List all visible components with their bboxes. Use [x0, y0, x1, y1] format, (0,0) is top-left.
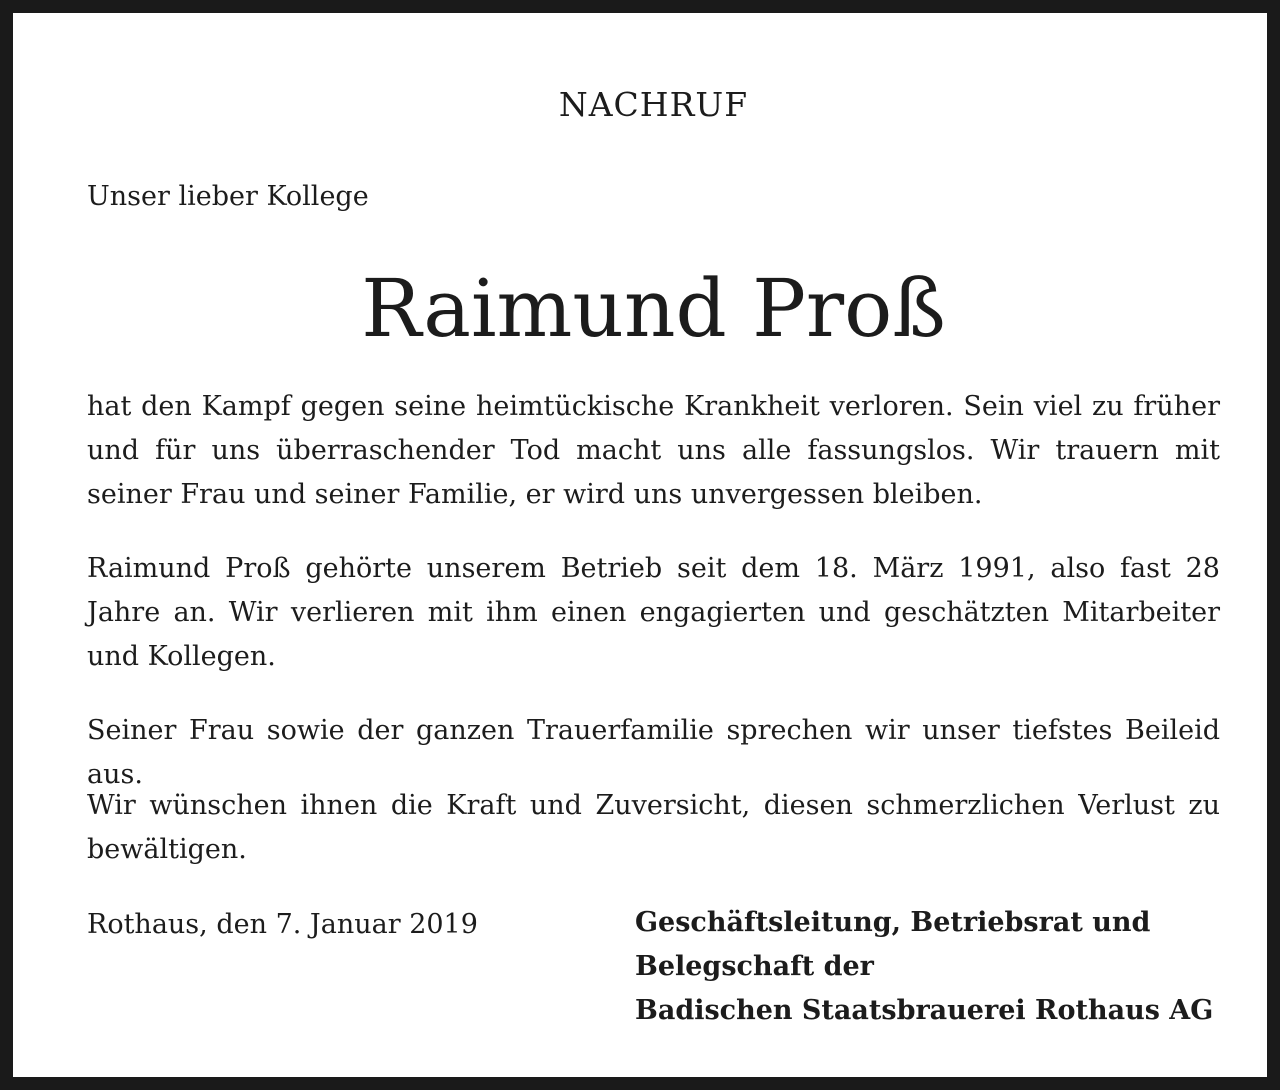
signature-line-2: Belegschaft der — [635, 951, 874, 982]
deceased-name: Raimund Proß — [361, 262, 946, 355]
paragraph-2: Raimund Proß gehörte unserem Betrieb seit dem 18. März 1991, also fast 28 Jahre an. Wir verlieren mit ihm einen engagierten und geschätzten Mitarbeiter und Kollegen. — [87, 553, 1220, 672]
paragraph-1: hat den Kampf gegen seine heimtückische Krankheit verloren. Sein viel zu früher und für uns überraschender Tod macht uns alle fassungslos. Wir trauern mit seiner Frau und seiner Familie, er wird uns unvergessen bleiben. — [87, 391, 1220, 510]
signature-line-3: Badischen Staatsbrauerei Rothaus AG — [635, 995, 1214, 1026]
notice-intro: Unser lieber Kollege — [87, 181, 369, 212]
signature-block — [635, 901, 1213, 1033]
signature-line-1: Geschäftsleitung, Betriebsrat und — [635, 907, 1151, 938]
notice-title: NACHRUF — [558, 85, 749, 124]
place-date: Rothaus, den 7. Januar 2019 — [87, 909, 478, 940]
paragraph-4: Wir wünschen ihnen die Kraft und Zuversicht, diesen schmerzlichen Verlust zu bewältigen. — [87, 790, 1220, 865]
paragraph-3: Seiner Frau sowie der ganzen Trauerfamilie sprechen wir unser tiefstes Beileid aus. — [87, 715, 1220, 790]
